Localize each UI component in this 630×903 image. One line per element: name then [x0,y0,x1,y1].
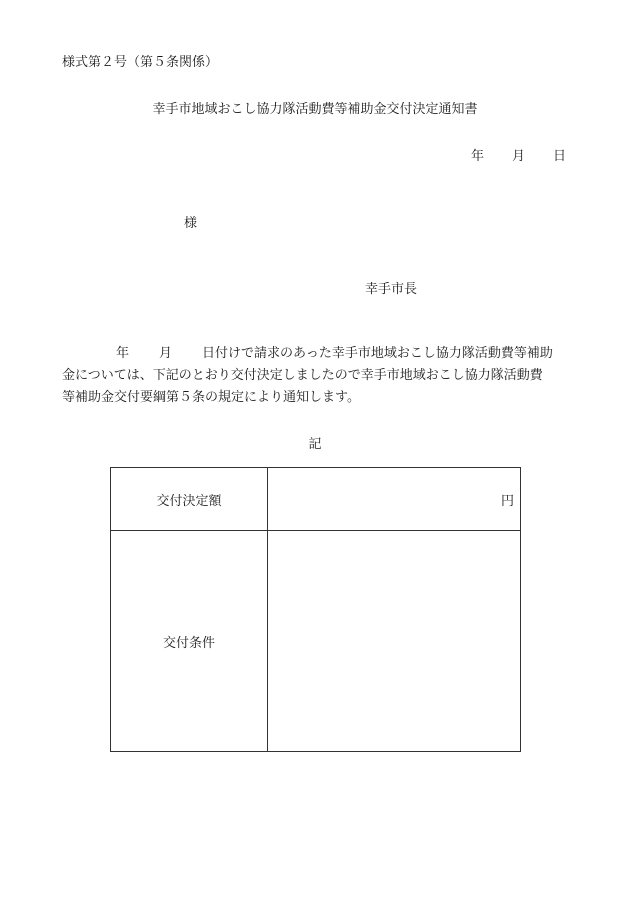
body-month: 月 [159,346,173,361]
body-line-2: 金については、下記のとおり交付決定しましたので幸手市地域おこし協力隊活動費 [62,368,543,383]
body-year: 年 [116,346,130,361]
body-line-1-rest: 日付けで請求のあった幸手市地域おこし協力隊活動費等補助 [202,346,553,361]
date-day: 日 [552,149,566,164]
decision-table [110,467,521,752]
amount-row [111,468,521,531]
condition-cell[interactable] [268,531,521,752]
issuer-name: 幸手市長 [365,282,418,297]
date-month: 月 [511,149,525,164]
amount-label: 交付決定額 [111,468,268,531]
amount-unit: 円 [500,493,514,509]
ki-heading: 記 [308,437,322,452]
body-line-1 [62,343,582,365]
amount-cell[interactable] [268,468,521,531]
document-title: 幸手市地域おこし協力隊活動費等補助金交付決定通知書 [152,102,478,117]
body-paragraph [62,343,582,409]
condition-label: 交付条件 [111,531,268,752]
form-number: 様式第２号（第５条関係） [62,55,219,70]
body-line-3: 等補助金交付要綱第５条の規定により通知します。 [62,390,360,405]
recipient-honorific: 様 [184,216,198,231]
condition-row [111,531,521,752]
date-line [471,145,566,164]
date-year: 年 [470,149,484,164]
